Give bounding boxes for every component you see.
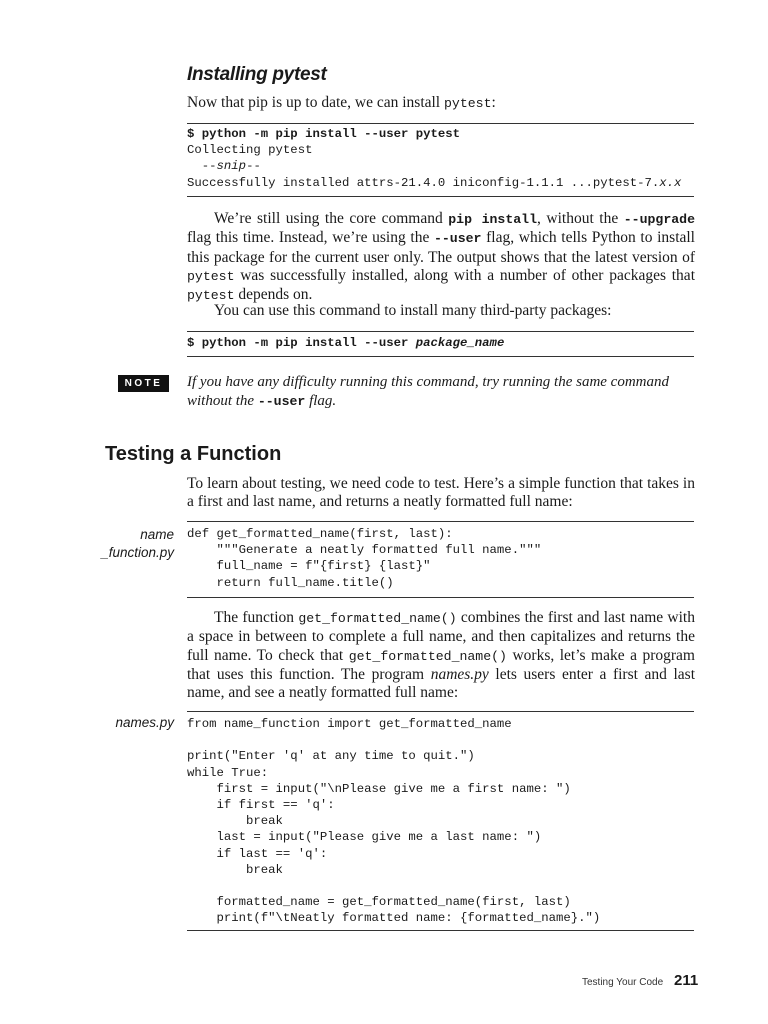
names-program-code: from name_function import get_formatted_name print("Enter 'q' at any time to quit.") while True: first = input("\nPlease give me a first name: ") if first == 'q': break last = input("Please give me a last name: ") if last == 'q': break formatted_name = get_formatted_name(first, last) print(f"\tNeatly formatted name: {formatted_name}.") (187, 717, 601, 926)
code-top-rule (187, 711, 694, 712)
file-label-name-function: name _function.py (101, 527, 174, 560)
explanation-paragraph: We’re still using the core command pip install, without the --upgrade flag this time. Instead, we’re using the --user flag, which tells Python to install this package for the current user only. The output shows that the latest version of pytest was successfully installed, along with a number of other packages that pytest depends on. (187, 210, 695, 304)
install-code-block: $ python -m pip install --user pytest Collecting pytest --snip-- Successfully installed attrs-21.4.0 iniconfig-1.1.1 ...pytest-7.x.x (187, 127, 682, 190)
intro-paragraph: Now that pip is up to date, we can install pytest: (187, 94, 496, 111)
subsection-title: Installing pytest (187, 64, 327, 85)
file-label-names: names.py (115, 715, 174, 730)
name-function-code: def get_formatted_name(first, last): """Generate a neatly formatted full name.""" full_name = f"{first} {last}" return full_name.title() (187, 527, 542, 590)
code-top-rule (187, 331, 694, 332)
footer-chapter: Testing Your Code (582, 977, 664, 988)
generic-install-code: $ python -m pip install --user package_name (187, 336, 505, 350)
function-explanation-paragraph: The function get_formatted_name() combines the first and last name with a space in between to complete a full name, and then capitalizes and returns the full name. To check that get_formatted_name() works, let’s make a program that uses this function. The program names.py lets users enter a first and last name, and see a neatly formatted full name: (187, 609, 696, 702)
page-number: 211 (674, 972, 699, 989)
note-badge: NOTE (118, 375, 169, 392)
code-bottom-rule (187, 597, 694, 598)
code-bottom-rule (187, 196, 694, 197)
section-title: Testing a Function (105, 443, 282, 465)
code-top-rule (187, 521, 694, 522)
third-party-paragraph: You can use this command to install many third-party packages: (214, 302, 612, 319)
code-bottom-rule (187, 930, 694, 931)
testing-intro-paragraph: To learn about testing, we need code to test. Here’s a simple function that takes in a first and last name, and returns a neatly formatted full name: (187, 475, 695, 511)
code-bottom-rule (187, 356, 694, 357)
code-top-rule (187, 123, 694, 124)
note-text: If you have any difficulty running this command, try running the same command without the --user flag. (187, 374, 670, 409)
